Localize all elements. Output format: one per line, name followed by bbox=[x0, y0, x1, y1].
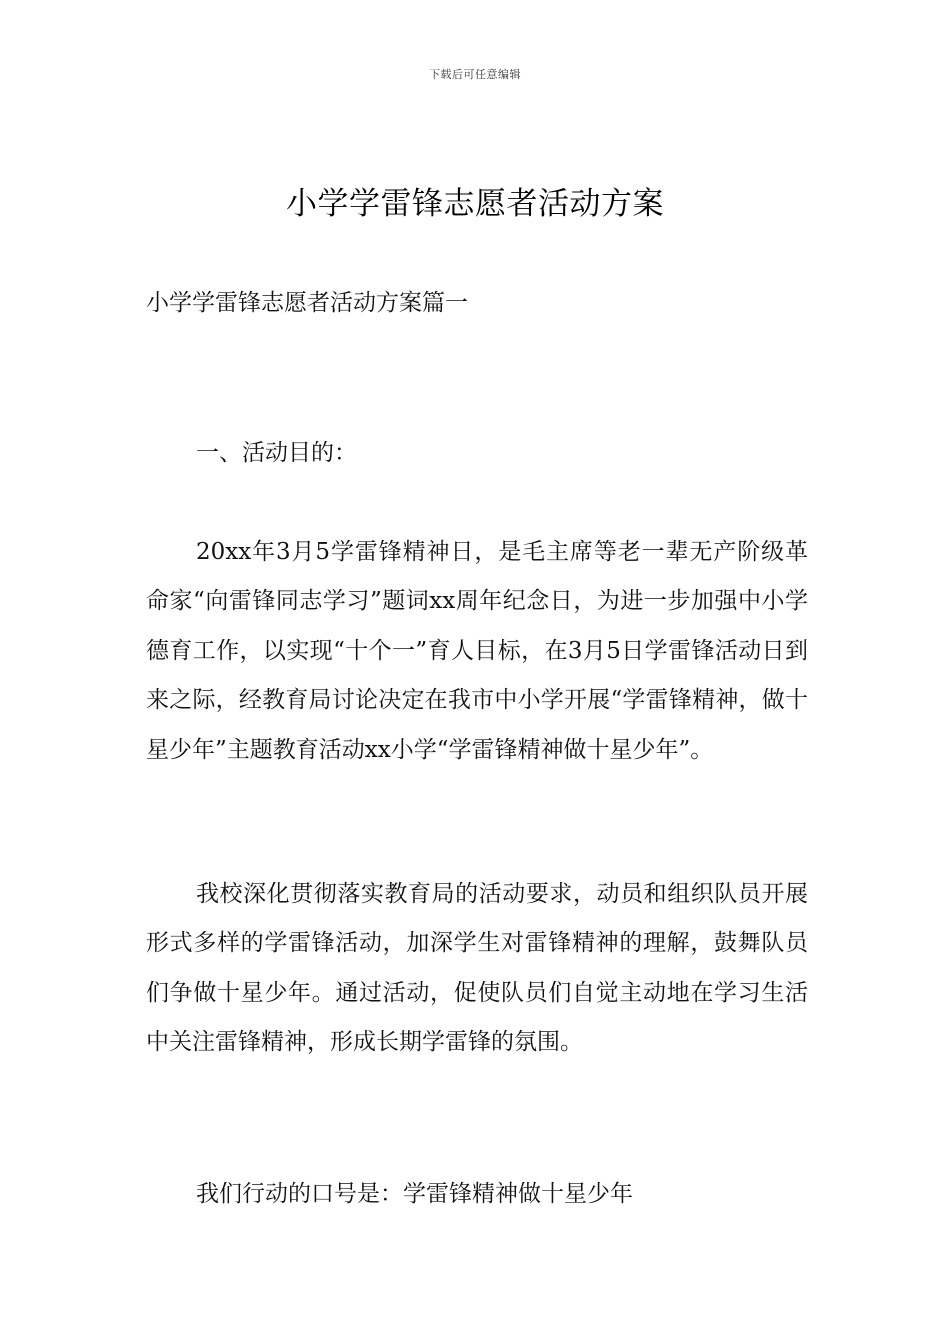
header-note: 下载后可任意编辑 bbox=[429, 68, 521, 81]
document-title: 小学学雷锋志愿者活动方案 bbox=[286, 186, 664, 222]
section-heading: 一、活动目的： bbox=[196, 440, 357, 466]
body-paragraph: 20xx年3月5学雷锋精神日，是毛主席等老一辈无产阶级革命家“向雷锋同志学习”题词xx周年纪念日，为进一步加强中小学德育工作，以实现“十个一”育人目标，在3月5日学雷锋活动日到来之际，经教育局讨论决定在我市中小学开展“学雷锋精神，做十星少年”主题教育活动xx小学“学雷锋精神做十星少年”。 bbox=[146, 539, 808, 763]
body-paragraph: 我校深化贯彻落实教育局的活动要求，动员和组织队员开展形式多样的学雷锋活动，加深学生对雷锋精神的理解，鼓舞队员们争做十星少年。通过活动，促使队员们自觉主动地在学习生活中关注雷锋精神，形成长期学雷锋的氛围。 bbox=[146, 881, 808, 1056]
document-subtitle: 小学学雷锋志愿者活动方案篇一 bbox=[146, 290, 468, 316]
body-paragraph: 我们行动的口号是：学雷锋精神做十星少年 bbox=[196, 1181, 633, 1207]
